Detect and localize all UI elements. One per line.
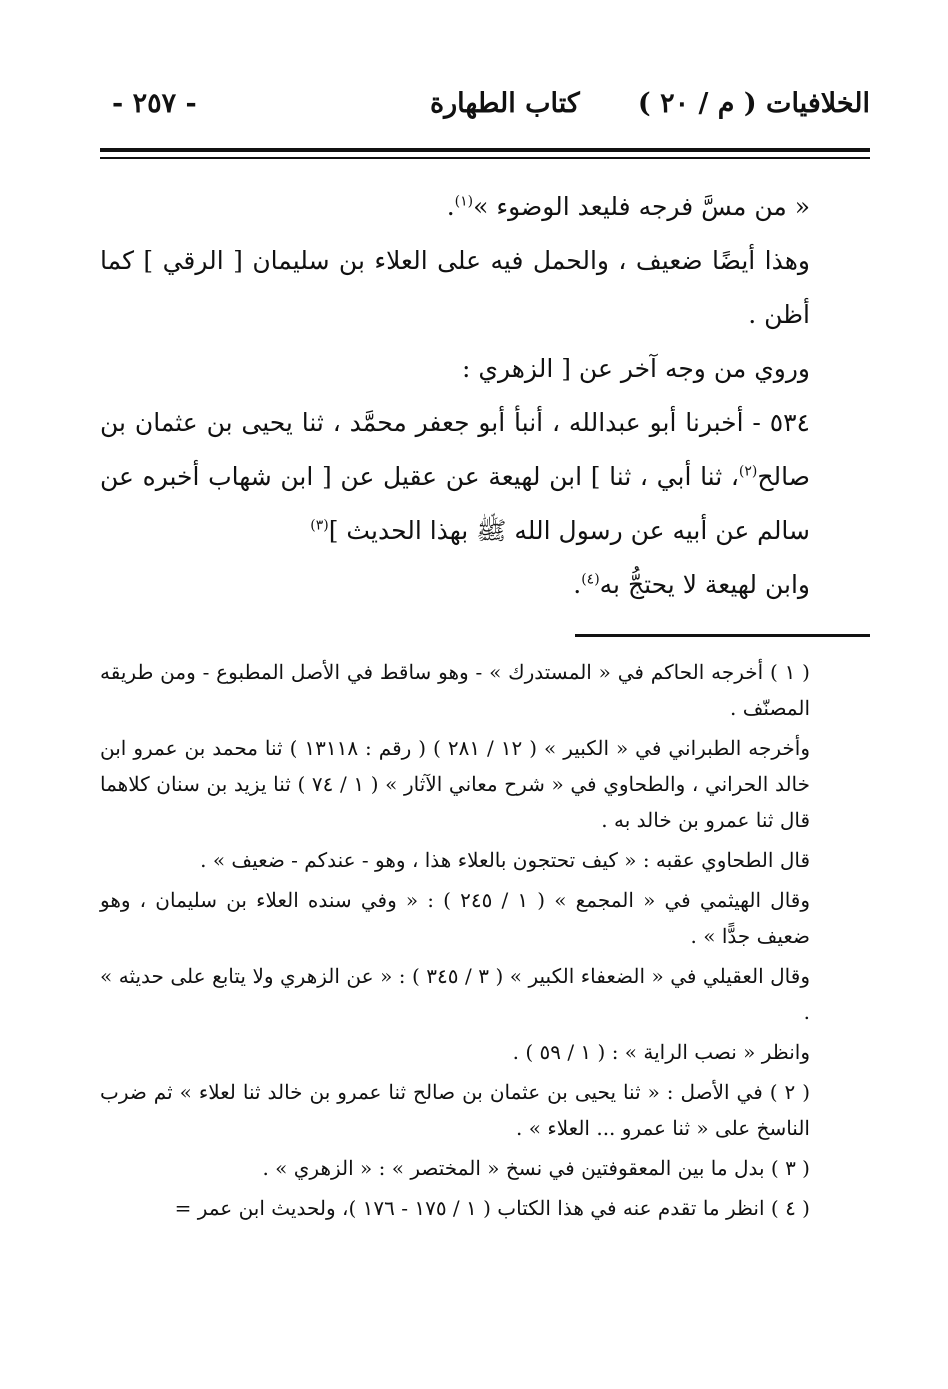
footnote: وأخرجه الطبراني في « الكبير » ( ١٢ / ٢٨١ ) ( رقم : ١٣١١٨ ) ثنا محمد بن عمرو ابن خالد الحراني ، والطحاوي في « شرح معاني الآثار » ( ١ / ٧٤ ) ثنا يزيد بن سنان كلاهما قال ثنا عمرو بن خالد به .	[100, 736, 810, 832]
hadith-paragraph: ٥٣٤ - أخبرنا أبو عبدالله ، أنبأ أبو جعفر محمَّد ، ثنا يحيى بن عثمان بن صالح$^{(٢)}$، ثنا أبي ، ثنا ] ابن لهيعة عن عقيل عن [ ابن شهاب أخبره عن سالم عن أبيه عن رسول الله ﷺ بهذا الحديث ]$^{(٣)}$	[100, 408, 810, 545]
page-number: - ٢٥٧ -	[112, 88, 197, 119]
footnote: ( ٢ ) في الأصل : « ثنا يحيى بن عثمان بن صالح ثنا عمرو بن خالد ثنا لعلاء » ثم ضرب الناسخ على « ثنا عمرو ... العلاء » .	[100, 1080, 810, 1140]
footnote-ref: (١)	[454, 193, 474, 210]
footnote: ( ١ ) أخرجه الحاكم في « المستدرك » - وهو ساقط في الأصل المطبوع - ومن طريقه المصنّف .	[100, 660, 810, 720]
footnote-ref: (٤)	[581, 571, 600, 588]
footnote: وانظر « نصب الراية » : ( ١ / ٥٩ ) .	[512, 1040, 810, 1064]
header-rule-thin	[100, 157, 870, 159]
footnote: وقال الهيثمي في « المجمع » ( ١ / ٢٤٥ ) : « وفي سنده العلاء بن سليمان ، وهو ضعيف جدًّا » .	[100, 888, 811, 948]
header-rule-thick	[100, 148, 870, 152]
footnote: قال الطحاوي عقبه : « كيف تحتجون بالعلاء هذا ، وهو - عندكم - ضعيف » .	[200, 848, 810, 872]
footnotes	[100, 654, 870, 1230]
footnote: وقال العقيلي في « الضعفاء الكبير » ( ٣ / ٣٤٥ ) : « عن الزهري ولا يتابع على حديثه » .	[100, 964, 810, 1024]
body-paragraph: وروي من وجه آخر عن [ الزهري :	[462, 354, 810, 383]
body-paragraph: « من مسَّ فرجه فليعد الوضوء »$^{(١)}$.	[446, 192, 810, 221]
main-text	[100, 180, 870, 612]
chapter-title: كتاب الطهارة	[430, 88, 580, 119]
body-paragraph: وابن لهيعة لا يحتجُّ به$^{(٤)}$.	[573, 570, 810, 599]
footnote-ref: (٢)	[738, 463, 758, 480]
footnote-ref: (٣)	[310, 517, 329, 534]
footnote: ( ٣ ) بدل ما بين المعقوفتين في نسخ « المختصر » : « الزهري » .	[262, 1156, 810, 1180]
footnote: ( ٤ ) انظر ما تقدم عنه في هذا الكتاب ( ١ / ١٧٥ - ١٧٦ )، ولحديث ابن عمر =	[174, 1196, 810, 1220]
footnote-separator	[575, 634, 870, 637]
page-header	[100, 88, 870, 132]
running-title: الخلافيات ( م / ٢٠ )	[637, 88, 870, 119]
body-paragraph: وهذا أيضًا ضعيف ، والحمل فيه على العلاء بن سليمان [ الرقي ] كما أظن .	[100, 246, 810, 329]
